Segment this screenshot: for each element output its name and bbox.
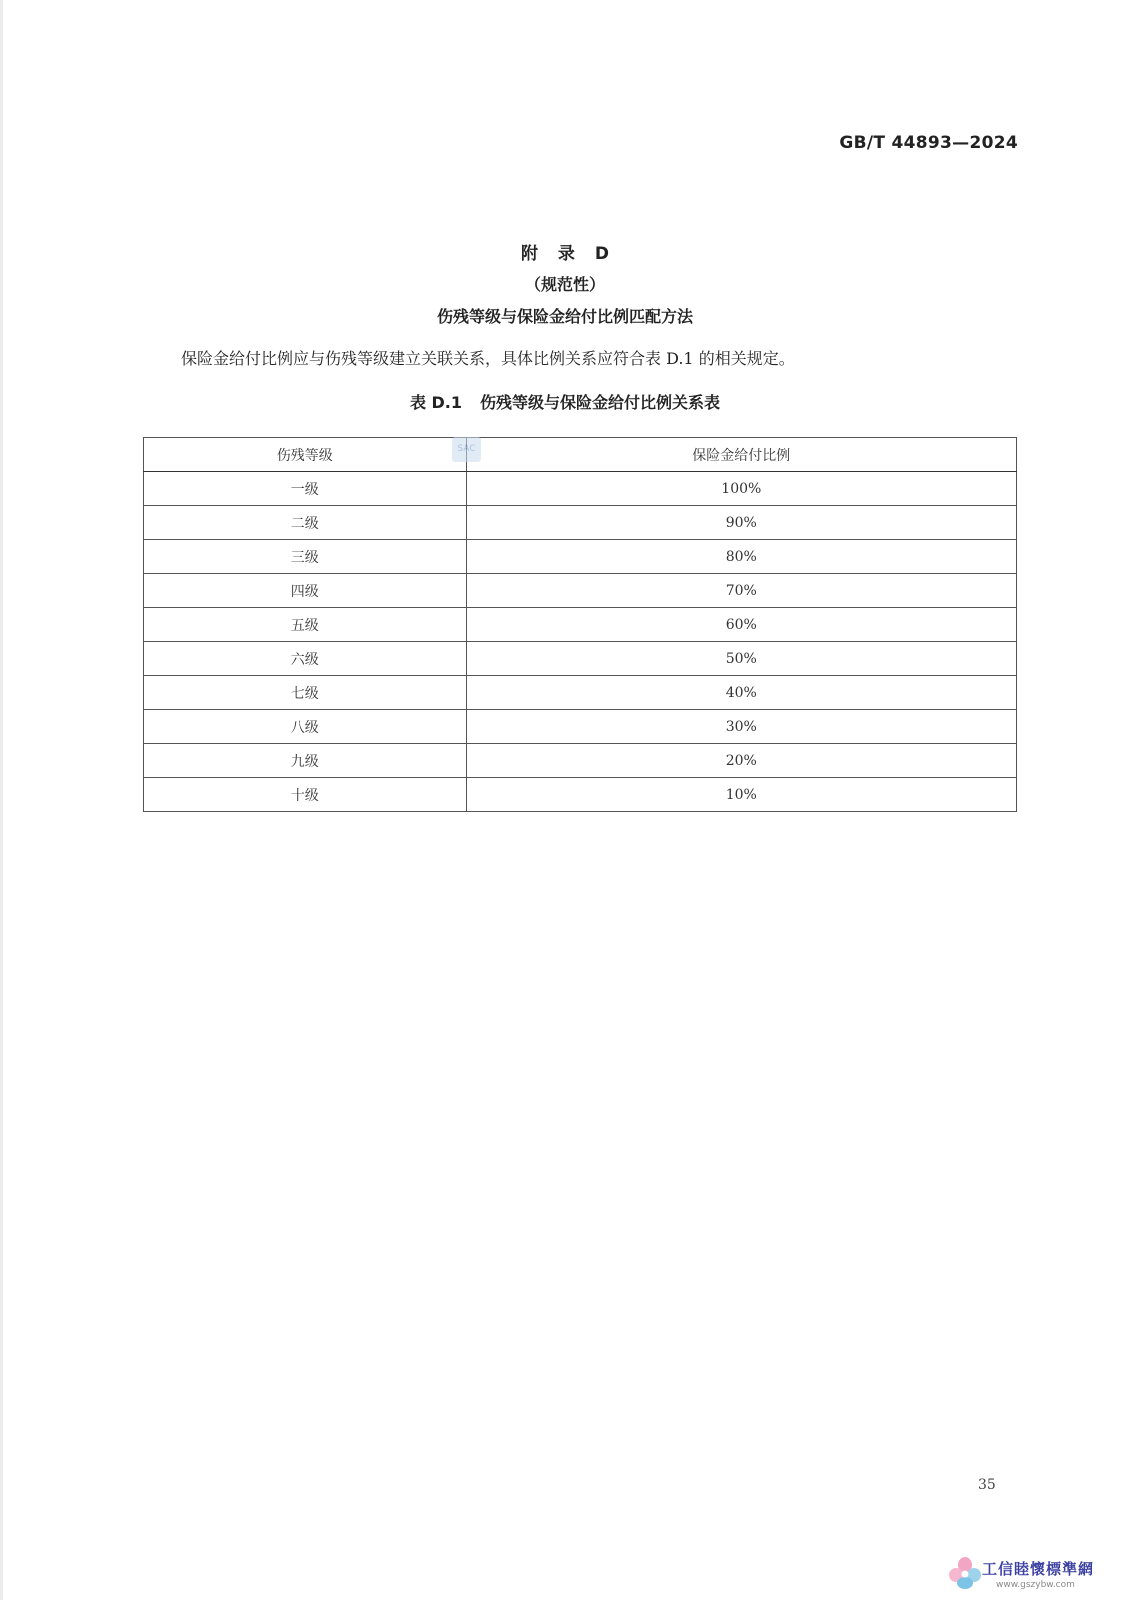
disability-ratio-table [143,437,1017,812]
cell-payment-ratio: 100% [466,472,1016,506]
table-row [144,472,1017,506]
site-name: 工信睦懷標準網 [982,1560,1095,1578]
sac-watermark: SAC [452,437,481,462]
site-logo [948,1556,1123,1596]
cell-payment-ratio: 70% [466,574,1016,608]
appendix-name: 伤残等级与保险金给付比例匹配方法 [436,307,693,326]
cell-disability-level: 十级 [144,778,467,812]
cell-payment-ratio: 50% [466,642,1016,676]
cell-disability-level: 七级 [144,676,467,710]
intro-paragraph: 保险金给付比例应与伤残等级建立关联关系，具体比例关系应符合表 D.1 的相关规定。 [181,349,795,368]
cell-payment-ratio: 20% [466,744,1016,778]
cell-disability-level: 九级 [144,744,467,778]
appendix-title: 附 录 D [521,244,609,264]
table-row [144,608,1017,642]
cell-disability-level: 二级 [144,506,467,540]
cell-payment-ratio: 60% [466,608,1016,642]
table-caption-id: 表 D.1 [409,393,463,412]
table-caption [0,390,1130,413]
table-row [144,540,1017,574]
table-row [144,744,1017,778]
appendix-type: （规范性） [524,275,605,294]
site-url: www.gszybw.com [996,1580,1075,1590]
cell-disability-level: 五级 [144,608,467,642]
table-row [144,642,1017,676]
table-header-row [144,438,1017,472]
column-header-payment-ratio: 保险金给付比例 [466,438,1016,472]
cell-payment-ratio: 30% [466,710,1016,744]
cell-payment-ratio: 40% [466,676,1016,710]
table-row [144,710,1017,744]
table-row [144,506,1017,540]
standard-code: GB/T 44893—2024 [839,133,1018,153]
cell-disability-level: 八级 [144,710,467,744]
table-row [144,676,1017,710]
column-header-disability-level: 伤残等级 [144,438,467,472]
cell-disability-level: 一级 [144,472,467,506]
table-row [144,778,1017,812]
flower-logo-icon [948,1556,982,1592]
table-row [144,574,1017,608]
cell-disability-level: 四级 [144,574,467,608]
cell-payment-ratio: 10% [466,778,1016,812]
cell-disability-level: 三级 [144,540,467,574]
cell-payment-ratio: 80% [466,540,1016,574]
table-caption-title: 伤残等级与保险金给付比例关系表 [480,393,721,412]
cell-payment-ratio: 90% [466,506,1016,540]
cell-disability-level: 六级 [144,642,467,676]
page-number: 35 [978,1477,996,1493]
